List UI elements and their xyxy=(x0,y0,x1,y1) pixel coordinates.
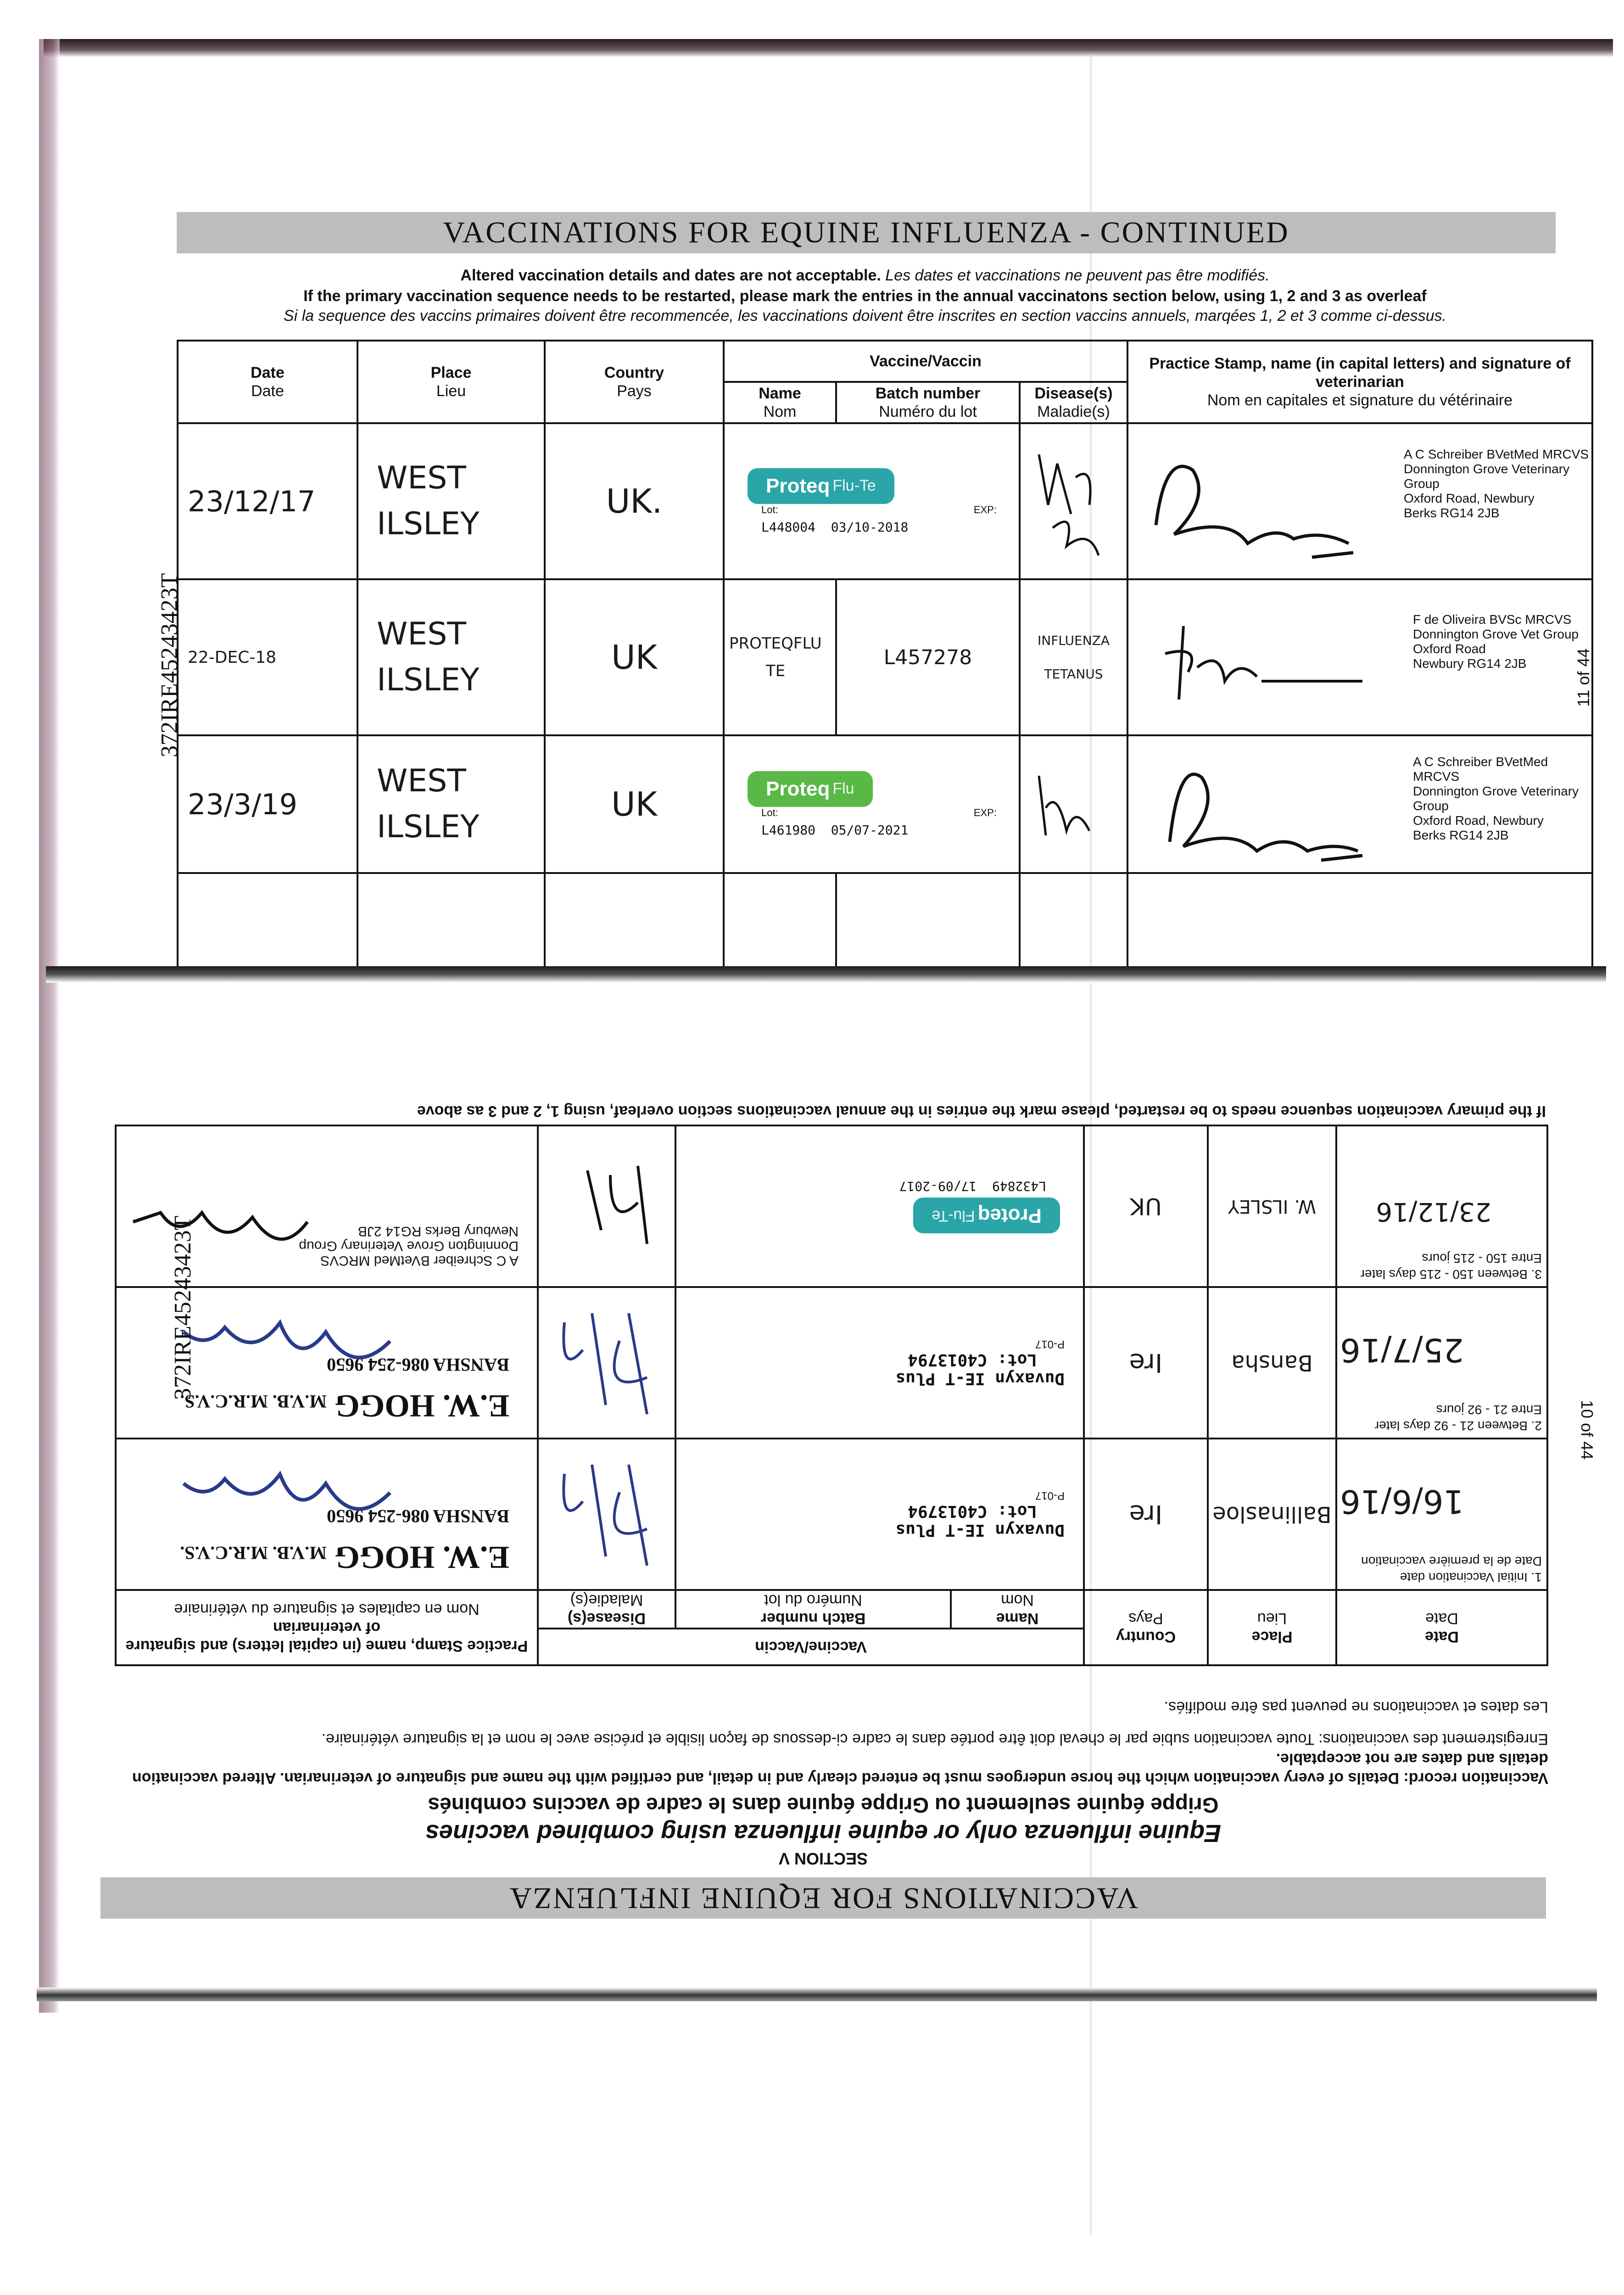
vaccination-record-fr: Enregistrement des vaccinations: Toute vaccination subie par le cheval doit être portée dans le cadre ci-dessous de façon lisible et précise avec le nom et la signature vétérinaire. xyxy=(321,1730,1548,1748)
lower-page-number: 10 of 44 xyxy=(1578,1400,1596,1460)
header-date: Date Date xyxy=(1336,1590,1547,1665)
practice-stamp xyxy=(1127,579,1592,735)
practice-stamp: E.W. HOGG M.V.B. M.R.C.V.S. BANSHA 086-254 9650 xyxy=(116,1287,538,1439)
row-place: Ballinasloe xyxy=(1208,1439,1336,1590)
vet-signature xyxy=(124,1185,317,1277)
stamp-line: A C Schreiber BVetMed MRCVS xyxy=(1413,755,1548,784)
row-country: UK xyxy=(545,579,724,735)
header-country: Country Pays xyxy=(545,341,724,423)
stamp-line: Oxford Road xyxy=(1413,642,1486,656)
stamp-line: Oxford Road, Newbury xyxy=(1404,491,1535,505)
lower-vaccination-table xyxy=(115,1125,1548,1666)
header-date: Date Date xyxy=(178,341,357,423)
row-country: Ire xyxy=(1084,1287,1208,1439)
vet-signature xyxy=(1147,599,1376,718)
stamp-line: A C Schreiber BVetMed MRCVS xyxy=(1404,447,1589,461)
header-disease: Disease(s) Maladie(s) xyxy=(1020,382,1127,423)
row-country: UK. xyxy=(545,423,724,579)
table-row-empty xyxy=(178,873,1592,977)
upper-horse-id: 372IRE45243423T xyxy=(156,573,183,757)
header-country: Country Pays xyxy=(1084,1590,1208,1665)
stamp-line: Berks RG14 2JB xyxy=(1413,828,1509,842)
stamp-line: Newbury RG14 2JB xyxy=(1413,656,1527,671)
header-disease: Disease(s) Maladie(s) xyxy=(538,1590,675,1629)
notice-bold: Altered vaccination details and dates are not acceptable. xyxy=(460,267,881,284)
header-stamp: Practice Stamp, name (in capital letters) and signature of veterinarian Nom en capitales et signature du vétérinaire xyxy=(1127,341,1592,423)
scan-edge-bottom xyxy=(37,1987,1597,2001)
header-vaccine: Vaccine/Vaccin xyxy=(538,1629,1084,1665)
vaccination-record-en: Vaccination record: Details of every vaccination which the horse undergoes must be entered clearly and in detail, and certified with the name and signature of veterinarian. Altered vaccination details and dates are not acceptable. xyxy=(132,1750,1548,1787)
stamp-line: Berks RG14 2JB xyxy=(1404,506,1500,520)
row-country: Ire xyxy=(1084,1439,1208,1590)
upper-page-number: 11 of 44 xyxy=(1574,648,1593,707)
vaccination-record-fr2: Les dates et vaccinations ne peuvent pas être modifiés. xyxy=(1164,1698,1548,1716)
row-date: 23/12/17 xyxy=(178,423,357,579)
header-batch: Batch number Numéro du lot xyxy=(836,382,1020,423)
row-date: 1. Initial Vaccination date Date de la première vaccination 16/6/16 xyxy=(1336,1439,1547,1590)
initials-signature xyxy=(1021,436,1112,565)
practice-stamp xyxy=(1127,735,1592,873)
vaccine-label: Proteq Flu-Te Lot: EXP: L448004 03/10-2018 xyxy=(724,423,1020,579)
upper-notice-line3: Si la sequence des vaccins primaires doivent être recommencée, les vaccinations doivent être inscrites en section vaccins annuels, marqées 1, 2 et 3 comme ci-dessus. xyxy=(283,307,1447,325)
section-subtitle: Equine influenza only or equine influenza using combined vaccines xyxy=(425,1819,1222,1847)
table-row xyxy=(178,735,1592,873)
header-name: Name Nom xyxy=(724,382,836,423)
row-date: 22-DEC-18 xyxy=(178,579,357,735)
row-place: WEST ILSLEY xyxy=(357,735,545,873)
disease-signature xyxy=(538,1287,675,1439)
vaccine-label: Proteq Flu-Te L432849 17/09-2017 xyxy=(675,1125,1084,1287)
table-row xyxy=(116,1287,1547,1439)
stamp-line: Donnington Grove Veterinary Group xyxy=(299,1238,519,1254)
proteq-label: Proteq Flu-Te xyxy=(913,1198,1060,1234)
lower-title-bar xyxy=(100,1877,1546,1919)
vet-signature xyxy=(170,1447,399,1539)
row-place: WEST ILSLEY xyxy=(357,423,545,579)
header-place: Place Lieu xyxy=(1208,1590,1336,1665)
vet-signature xyxy=(1138,433,1376,571)
stamp-line: F de Oliveira BVSc MRCVS xyxy=(1413,612,1572,627)
row-country: UK xyxy=(545,735,724,873)
section-label: SECTION V xyxy=(778,1849,868,1868)
fold-line xyxy=(46,966,1606,983)
initials-signature xyxy=(546,1447,675,1584)
vaccine-label: Proteq Flu Lot: EXP: L461980 05/07-2021 xyxy=(724,735,1020,873)
upper-notice-line1 xyxy=(174,266,1556,285)
section-subtitle-fr: Grippe équine seulement ou Grippe équine dans le cadre de vaccins combinés xyxy=(428,1793,1219,1817)
row-place: Bansha xyxy=(1208,1287,1336,1439)
initials-signature xyxy=(555,1157,675,1258)
vaccine-sticker: Duvaxyn IE-T Plus Lot: C4013794 P-017 xyxy=(675,1439,1084,1590)
table-row xyxy=(178,579,1592,735)
row-vaccine-name: PROTEQFLU TE xyxy=(724,579,836,735)
stamp-line: Newbury Berks RG14 2JB xyxy=(357,1224,519,1239)
stamp-line: Donnington Grove Veterinary Group xyxy=(1404,462,1570,491)
header-name: Name Nom xyxy=(951,1590,1084,1629)
initials-signature xyxy=(546,1295,675,1433)
table-row xyxy=(116,1125,1547,1287)
stamp-line: Donnington Grove Vet Group xyxy=(1413,627,1579,641)
row-date: 3. Between 150 - 215 days later Entre 150 - 215 jours 23/12/16 xyxy=(1336,1125,1547,1287)
header-vaccine: Vaccine/Vaccin xyxy=(724,341,1127,382)
disease-signature xyxy=(538,1439,675,1590)
table-row xyxy=(116,1439,1547,1590)
initials-signature xyxy=(1021,757,1112,849)
row-country: UK xyxy=(1084,1125,1208,1287)
lower-title: VACCINATIONS FOR EQUINE INFLUENZA xyxy=(508,1881,1138,1915)
lower-page-rotated xyxy=(0,987,1624,1997)
upper-page xyxy=(0,0,1624,1010)
notice-fr: Les dates et vaccinations ne peuvent pas être modifiés. xyxy=(885,267,1270,284)
row-batch: L457278 xyxy=(836,579,1020,735)
practice-stamp xyxy=(1127,423,1592,579)
row-date: 2. Between 21 - 92 days later Entre 21 - 92 jours 25/7/16 xyxy=(1336,1287,1547,1439)
disease-signature xyxy=(1020,735,1127,873)
vet-signature xyxy=(170,1295,399,1387)
row-date: 23/3/19 xyxy=(178,735,357,873)
upper-title: VACCINATIONS FOR EQUINE INFLUENZA - CONTINUED xyxy=(443,216,1289,249)
row-disease: INFLUENZA TETANUS xyxy=(1020,579,1127,735)
row-place: WEST ILSLEY xyxy=(357,579,545,735)
stamp-line: Donnington Grove Veterinary Group xyxy=(1413,784,1579,813)
stamp-line: A C Schreiber BVetMed MRCVS xyxy=(320,1253,519,1268)
practice-stamp: E.W. HOGG M.V.B. M.R.C.V.S. BANSHA 086-254 9650 xyxy=(116,1439,538,1590)
table-row xyxy=(178,423,1592,579)
upper-title-bar xyxy=(177,212,1556,253)
header-place: Place Lieu xyxy=(357,341,545,423)
disease-signature xyxy=(538,1125,675,1287)
upper-vaccination-table xyxy=(177,340,1593,978)
upper-notice-line2: If the primary vaccination sequence needs to be restarted, please mark the entries in the annual vaccinatons section below, using 1, 2 and 3 as overleaf xyxy=(303,287,1427,305)
vaccine-sticker: Duvaxyn IE-T Plus Lot: C4013794 P-017 xyxy=(675,1287,1084,1439)
proteq-label: Proteq Flu xyxy=(748,771,873,807)
lower-horse-id: 372IRE45243423T xyxy=(170,1215,196,1400)
proteq-label: Proteq Flu-Te xyxy=(748,468,894,504)
vet-signature xyxy=(1142,741,1381,869)
disease-signature xyxy=(1020,423,1127,579)
stamp-line: Oxford Road, Newbury xyxy=(1413,813,1544,828)
restart-notice: If the primary vaccination sequence needs to be restarted, please mark the entries in the annual vaccinations section overleaf, using 1, 2 and 3 as above xyxy=(417,1103,1546,1120)
header-batch: Batch number Numéro du lot xyxy=(675,1590,951,1629)
header-stamp: Practice Stamp, name (in capital letters) and signature of veterinarian Nom en capitales et signature du vétérinaire xyxy=(116,1590,538,1665)
row-place: W. ILSLEY xyxy=(1208,1125,1336,1287)
